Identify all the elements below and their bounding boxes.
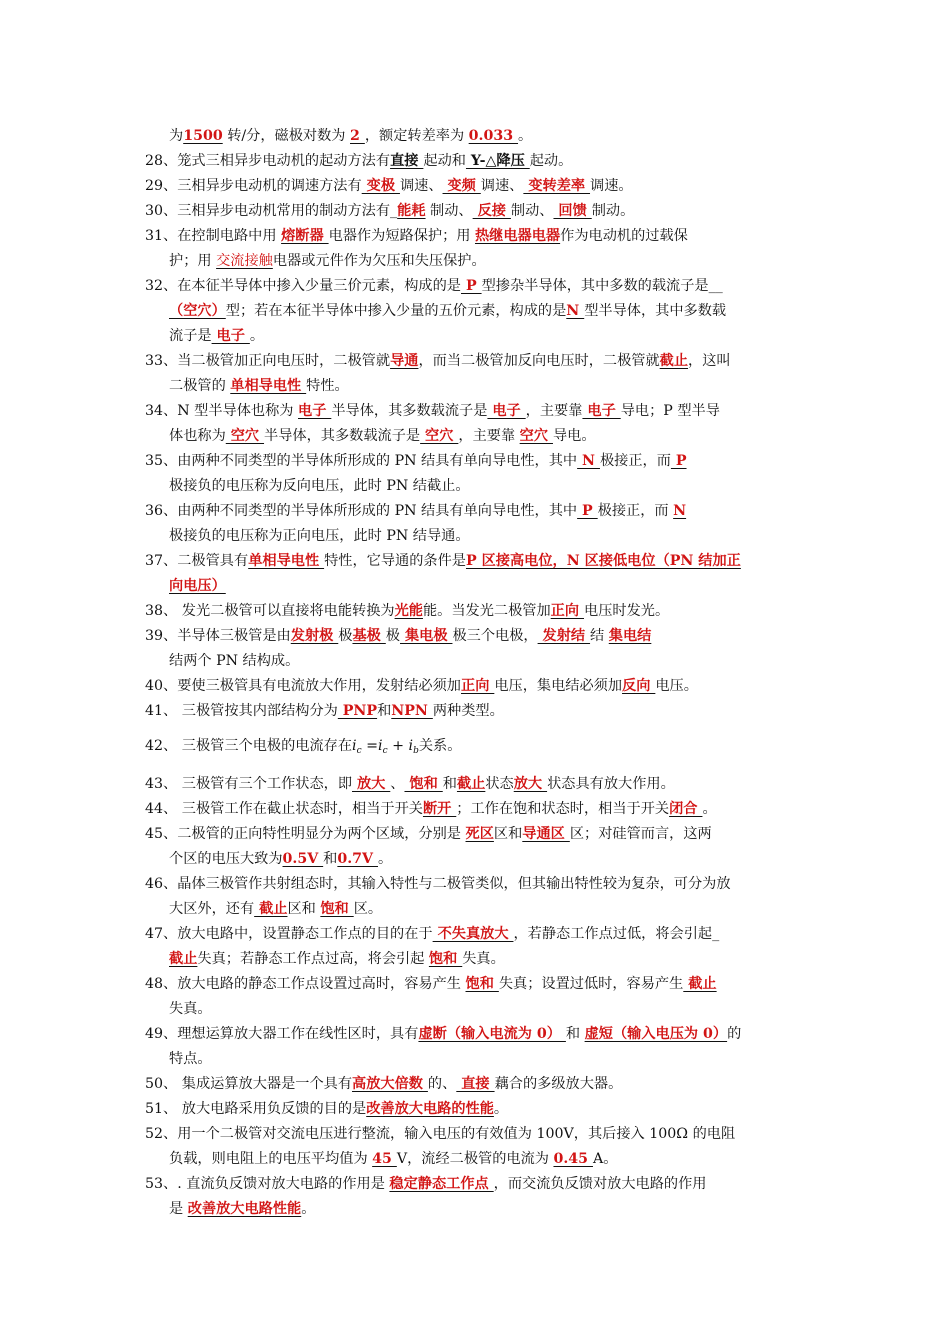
text: 37、二极管具有 bbox=[145, 553, 249, 569]
text: 制动、 bbox=[425, 203, 473, 219]
text: 转/分，磁极对数为 bbox=[222, 128, 351, 144]
answer: 集电极 bbox=[400, 628, 453, 644]
answer: 断开 bbox=[422, 801, 457, 817]
question-39 bbox=[145, 624, 810, 674]
text: 35、由两种不同类型的半导体所形成的 PN 结具有单向导电性，其中 bbox=[145, 453, 578, 469]
text: 型；若在本征半导体中掺入少量的五价元素，构成的是 bbox=[225, 303, 567, 319]
text: 制动、 bbox=[510, 203, 554, 219]
answer: 2 bbox=[350, 128, 365, 144]
question-47 bbox=[145, 922, 810, 972]
answer: 虚短（输入电压为 0） bbox=[584, 1026, 728, 1042]
question-37 bbox=[145, 549, 810, 599]
question-27-continuation bbox=[145, 124, 810, 149]
answer: 直接 bbox=[456, 1076, 495, 1092]
text: 29、三相异步电动机的调速方法有 bbox=[145, 178, 362, 194]
text: 43、 三极管有三个工作状态，即 bbox=[145, 776, 353, 792]
answer: 热继电器电器 bbox=[474, 228, 561, 244]
formula-operator: + bbox=[387, 738, 409, 754]
text: 区和 bbox=[287, 901, 321, 917]
text: 极接正，而 bbox=[597, 503, 674, 519]
answer: 稳定静态工作点 bbox=[389, 1176, 494, 1192]
question-40 bbox=[145, 674, 810, 699]
text: 体也称为 bbox=[169, 428, 226, 444]
text: 半导体，其多数载流子是 bbox=[331, 403, 488, 419]
question-35 bbox=[145, 449, 810, 499]
answer: 饱和 bbox=[465, 976, 499, 992]
answer: 1500 bbox=[183, 128, 223, 144]
answer: 高放大倍数 bbox=[352, 1076, 428, 1092]
text: 状态 bbox=[485, 776, 514, 792]
text: 电压。 bbox=[655, 678, 698, 694]
answer: 反向 bbox=[622, 678, 656, 694]
text: 失真；若静态工作点过高，将会引起 bbox=[197, 951, 429, 967]
answer: 变频 bbox=[442, 178, 481, 194]
text: 41、 三极管按其内部结构分为 bbox=[145, 703, 338, 719]
text: 特点。 bbox=[169, 1051, 212, 1067]
text: 。 bbox=[249, 328, 265, 344]
question-53 bbox=[145, 1172, 810, 1222]
answer: 发射结 bbox=[537, 628, 591, 644]
answer: PNP bbox=[337, 703, 378, 719]
question-32 bbox=[145, 274, 810, 349]
text: 46、晶体三极管作共射组态时，其输入特性与二极管类似，但其输出特性较为复杂，可分为放 bbox=[145, 876, 731, 892]
text: 49、理想运算放大器工作在线性区时，具有 bbox=[145, 1026, 419, 1042]
question-41 bbox=[145, 699, 810, 724]
answer: 变转差率 bbox=[523, 178, 591, 194]
text: 38、 发光二极管可以直接将电能转换为 bbox=[145, 603, 395, 619]
text: 50、 集成运算放大器是一个具有 bbox=[145, 1076, 353, 1092]
text: 47、放大电路中，设置静态工作点的目的在于 bbox=[145, 926, 433, 942]
text: 。 bbox=[493, 1101, 509, 1117]
text: 极 bbox=[385, 628, 400, 644]
text: 42、 三极管三个电极的电流存在 bbox=[145, 738, 353, 754]
answer: 放大 bbox=[513, 776, 548, 792]
answer: 空穴 bbox=[225, 428, 265, 444]
text: ，而交流负反馈对放大电路的作用 bbox=[493, 1176, 707, 1192]
text: 导电；P 型半导 bbox=[620, 403, 720, 419]
text: 二极管的 bbox=[169, 378, 231, 394]
text: ，而当二极管加反向电压时，二极管就 bbox=[418, 353, 660, 369]
question-50 bbox=[145, 1072, 810, 1097]
text: 起动。 bbox=[529, 153, 573, 169]
question-43 bbox=[145, 772, 810, 797]
text: 失真。 bbox=[169, 1001, 212, 1017]
answer: （空穴） bbox=[169, 303, 226, 319]
answer: P bbox=[461, 278, 482, 294]
text: V，流经二极管的电流为 bbox=[396, 1151, 554, 1167]
answer: 饱和 bbox=[428, 951, 463, 967]
answer: 基极 bbox=[352, 628, 386, 644]
text: 调速。 bbox=[590, 178, 633, 194]
answer: 空穴 bbox=[420, 428, 459, 444]
text: ，额定转差率为 bbox=[364, 128, 469, 144]
text: 极三个电极， bbox=[452, 628, 538, 644]
question-48 bbox=[145, 972, 810, 1022]
answer: 发射极 bbox=[290, 628, 339, 644]
text: 型半导体，其中多数载 bbox=[584, 303, 727, 319]
answer: 集电结 bbox=[608, 628, 652, 644]
text: 、 bbox=[390, 776, 405, 792]
text: 结 bbox=[590, 628, 609, 644]
text: 个区的电压大致为 bbox=[169, 851, 283, 867]
text: 极接负的电压称为正向电压，此时 PN 结导通。 bbox=[169, 528, 470, 544]
text: 为 bbox=[169, 128, 184, 144]
text: 极 bbox=[338, 628, 353, 644]
text: 32、在本征半导体中掺入少量三价元素，构成的是 bbox=[145, 278, 461, 294]
text: 特性，它导通的条件是 bbox=[324, 553, 466, 569]
answer: 导通区 bbox=[522, 826, 570, 842]
text: 关系。 bbox=[418, 738, 462, 754]
answer: 导通 bbox=[390, 353, 419, 369]
answer: P bbox=[577, 503, 598, 519]
answer: N bbox=[577, 453, 600, 469]
text: 区；对硅管而言，这两 bbox=[569, 826, 712, 842]
formula-symbol: i bbox=[378, 738, 383, 754]
text: 制动。 bbox=[591, 203, 635, 219]
answer: 能耗 bbox=[397, 203, 426, 219]
text: 51、 放大电路采用负反馈的目的是 bbox=[145, 1101, 367, 1117]
answer: 截止 bbox=[659, 353, 689, 369]
text: ，主要靠 bbox=[525, 403, 583, 419]
text: ，这叫 bbox=[688, 353, 731, 369]
text: 和 bbox=[323, 851, 338, 867]
text: 电器作为短路保护；用 bbox=[328, 228, 475, 244]
text: 大区外，还有 bbox=[169, 901, 255, 917]
text: 。 bbox=[301, 1201, 316, 1217]
text: 。 bbox=[702, 801, 717, 817]
formula-subscript: c bbox=[356, 746, 362, 756]
answer: 单相导电性 bbox=[248, 553, 325, 569]
text: 导电。 bbox=[552, 428, 596, 444]
text: ，若静态工作点过低，将会引起_ bbox=[513, 926, 720, 942]
text: 45、二极管的正向特性明显分为两个区域，分别是 bbox=[145, 826, 466, 842]
answer: 直接 bbox=[390, 153, 424, 169]
text: 失真；设置过低时，容易产生 bbox=[498, 976, 684, 992]
text: 调速、 bbox=[480, 178, 524, 194]
question-45 bbox=[145, 822, 810, 872]
answer: 光能 bbox=[394, 603, 423, 619]
answer: 放大 bbox=[352, 776, 391, 792]
answer: 电子 bbox=[298, 403, 332, 419]
answer: 0.45 bbox=[553, 1151, 593, 1167]
answer: 死区 bbox=[465, 826, 494, 842]
answer: 0.7V bbox=[337, 851, 378, 867]
text: 失真。 bbox=[462, 951, 505, 967]
answer: P 区接高电位，N 区接低电位（PN 结加正 bbox=[465, 553, 741, 569]
text: 区。 bbox=[353, 901, 383, 917]
answer: 电子 bbox=[211, 328, 250, 344]
text: 和 bbox=[565, 1026, 585, 1042]
question-38 bbox=[145, 599, 810, 624]
text: 和 bbox=[377, 703, 392, 719]
text: 34、N 型半导体也称为 bbox=[145, 403, 298, 419]
answer: 截止 bbox=[456, 776, 486, 792]
question-31 bbox=[145, 224, 810, 274]
text: 52、用一个二极管对交流电压进行整流，输入电压的有效值为 100V，其后接入 100Ω 的电阻 bbox=[145, 1126, 736, 1142]
formula-symbol: i bbox=[408, 738, 414, 754]
answer: 单相导电性 bbox=[230, 378, 307, 394]
answer: 改善放大电路性能 bbox=[187, 1201, 302, 1217]
text: 调速、 bbox=[399, 178, 443, 194]
text: 作为电动机的过载保 bbox=[560, 228, 688, 244]
text: 极接负的电压称为反向电压，此时 PN 结截止。 bbox=[169, 478, 470, 494]
answer: 不失真放大 bbox=[432, 926, 514, 942]
answer: 45 bbox=[372, 1151, 397, 1167]
question-46 bbox=[145, 872, 810, 922]
text: 半导体，其多数载流子是 bbox=[264, 428, 421, 444]
text: 状态具有放大作用。 bbox=[547, 776, 675, 792]
answer: 虚断（输入电流为 0） bbox=[418, 1026, 566, 1042]
text: 起动和 bbox=[423, 153, 466, 169]
answer: 截止 bbox=[683, 976, 717, 992]
text: 44、 三极管工作在截止状态时，相当于开关 bbox=[145, 801, 423, 817]
answer: N bbox=[566, 303, 585, 319]
answer: 变极 bbox=[361, 178, 400, 194]
text: 40、要使三极管具有电流放大作用，发射结必须加 bbox=[145, 678, 461, 694]
text: 区和 bbox=[493, 826, 523, 842]
text: 两种类型。 bbox=[432, 703, 504, 719]
text: 电压时发光。 bbox=[584, 603, 670, 619]
text: 护；用 bbox=[169, 253, 217, 269]
text: 30、三相异步电动机常用的制动方法有_ bbox=[145, 203, 398, 219]
answer: 正向 bbox=[461, 678, 495, 694]
text: ，主要靠 bbox=[458, 428, 520, 444]
answer: 0.033 bbox=[468, 128, 519, 144]
answer: N bbox=[673, 503, 687, 519]
question-44 bbox=[145, 797, 810, 822]
answer: 向电压） bbox=[169, 578, 226, 594]
text: 能。当发光二极管加 bbox=[422, 603, 551, 619]
text: 藕合的多级放大器。 bbox=[494, 1076, 623, 1092]
text: 型掺杂半导体，其中多数的载流子是__ bbox=[481, 278, 723, 294]
text: 和 bbox=[442, 776, 457, 792]
question-33 bbox=[145, 349, 810, 399]
text: 的、 bbox=[427, 1076, 457, 1092]
question-30 bbox=[145, 199, 810, 224]
text: 39、半导体三极管是由 bbox=[145, 628, 291, 644]
text: A。 bbox=[592, 1151, 618, 1167]
question-42 bbox=[145, 734, 810, 764]
answer: NPN bbox=[391, 703, 433, 719]
text: 31、在控制电路中用 bbox=[145, 228, 282, 244]
current-formula bbox=[352, 738, 419, 754]
answer: P bbox=[670, 453, 687, 469]
question-36 bbox=[145, 499, 810, 549]
text: ；工作在饱和状态时，相当于开关 bbox=[456, 801, 670, 817]
text: 特性。 bbox=[306, 378, 349, 394]
text: 33、当二极管加正向电压时，二极管就 bbox=[145, 353, 391, 369]
answer: 截止 bbox=[254, 901, 288, 917]
question-29 bbox=[145, 174, 810, 199]
question-28 bbox=[145, 149, 810, 174]
text: 。 bbox=[518, 128, 533, 144]
formula-subscript: b bbox=[413, 746, 419, 756]
text: 电器或元件作为欠压和失压保护。 bbox=[272, 253, 486, 269]
text: 的 bbox=[727, 1026, 742, 1042]
text: 极接正，而 bbox=[599, 453, 671, 469]
answer: 空穴 bbox=[519, 428, 553, 444]
question-49 bbox=[145, 1022, 810, 1072]
answer: 改善放大电路的性能 bbox=[366, 1101, 494, 1117]
text: 53、. 直流负反馈对放大电路的作用是 bbox=[145, 1176, 390, 1192]
text: 电压，集电结必须加 bbox=[494, 678, 623, 694]
answer: 饱和 bbox=[404, 776, 443, 792]
text: 负载，则电阻上的电压平均值为 bbox=[169, 1151, 373, 1167]
text: 结两个 PN 结构成。 bbox=[169, 653, 300, 669]
formula-operator: = bbox=[361, 738, 379, 754]
question-52 bbox=[145, 1122, 810, 1172]
answer: 电子 bbox=[582, 403, 621, 419]
answer: 电子 bbox=[487, 403, 526, 419]
text: 。 bbox=[378, 851, 393, 867]
question-51 bbox=[145, 1097, 810, 1122]
formula-subscript: c bbox=[382, 746, 388, 756]
answer: 交流接触 bbox=[216, 253, 273, 269]
answer: 截止 bbox=[169, 951, 198, 967]
answer: 饱和 bbox=[320, 901, 354, 917]
formula-symbol: i bbox=[352, 738, 357, 754]
answer: Y-△降压 bbox=[465, 153, 530, 169]
text: 48、放大电路的静态工作点设置过高时，容易产生 bbox=[145, 976, 466, 992]
answer: 正向 bbox=[550, 603, 584, 619]
text: 36、由两种不同类型的半导体所形成的 PN 结具有单向导电性，其中 bbox=[145, 503, 578, 519]
answer: 闭合 bbox=[669, 801, 703, 817]
answer: 回馈 bbox=[553, 203, 592, 219]
answer: 0.5V bbox=[282, 851, 324, 867]
text: 是 bbox=[169, 1201, 188, 1217]
question-34 bbox=[145, 399, 810, 449]
text: 28、笼式三相异步电动机的起动方法有 bbox=[145, 153, 391, 169]
text: 流子是 bbox=[169, 328, 212, 344]
answer: 反接 bbox=[472, 203, 511, 219]
answer: 熔断器 bbox=[281, 228, 329, 244]
